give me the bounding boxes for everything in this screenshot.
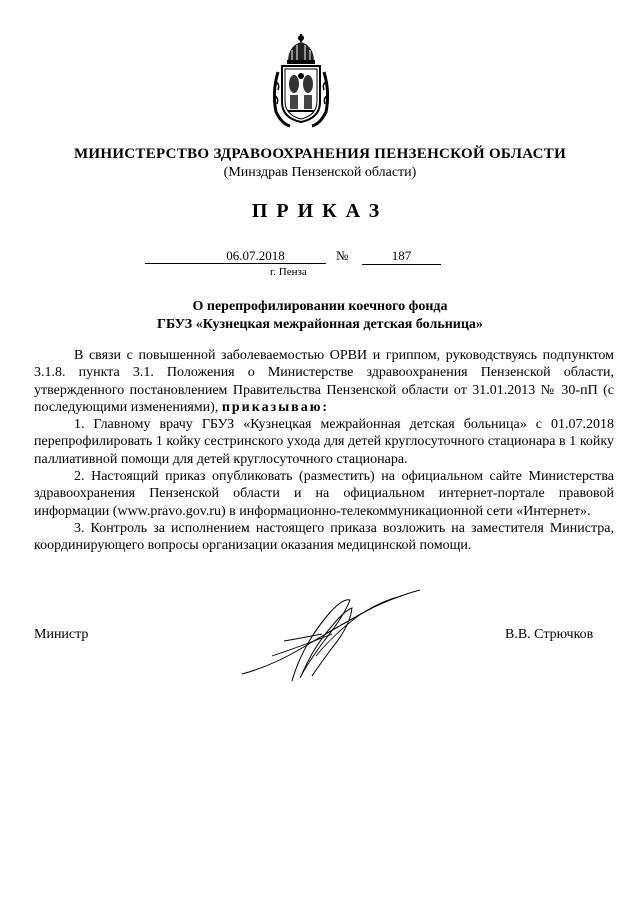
- order-date: 06.07.2018: [145, 248, 326, 264]
- signer-name: В.В. Стрючков: [505, 627, 594, 642]
- order-number: 187: [362, 248, 441, 265]
- city: г. Пенза: [270, 266, 307, 278]
- order-word: приказываю:: [221, 399, 330, 415]
- preamble-paragraph: [34, 347, 614, 416]
- item-2: 2. Настоящий приказ опубликовать (разместить) на официальном сайте Министерства здравоохранения Пензенской области и на официальном интернет-портале правовой информации (www.pravo.gov.ru) в информационно-телекоммуникационной сети «Интернет».: [34, 469, 614, 519]
- ministry-short-name: (Минздрав Пензенской области): [223, 165, 417, 180]
- order-subject: [0, 298, 640, 334]
- item-1: 1. Главному врачу ГБУЗ «Кузнецкая межрайонная детская больница» с 01.07.2018 перепрофилировать 1 койку сестринского ухода для детей круглосуточного стационара в 1 койку паллиативной помощи для детей круглосуточного стационара.: [34, 417, 614, 467]
- number-sign: №: [336, 248, 349, 263]
- preamble-text: В связи с повышенной заболеваемостью ОРВИ и гриппом, руководствуясь подпунктом 3.1.8. пункта 3.1. Положения о Министерстве здравоохранения Пензенской области, утвержденного постановлением Правительства Пензенской области от 31.01.2013 № 30-пП (с последующими изменениями),: [34, 348, 614, 415]
- subject-line-1: О перепрофилировании коечного фонда: [192, 299, 448, 314]
- coat-of-arms-icon: [270, 32, 332, 128]
- signer-title: Министр: [34, 627, 89, 642]
- subject-line-2: ГБУЗ «Кузнецкая межрайонная детская больница»: [157, 317, 483, 332]
- handwritten-signature: [232, 586, 427, 686]
- order-body: [34, 347, 614, 555]
- document-type: ПРИКАЗ: [251, 200, 389, 222]
- ministry-name: МИНИСТЕРСТВО ЗДРАВООХРАНЕНИЯ ПЕНЗЕНСКОЙ ОБЛАСТИ: [73, 146, 567, 162]
- item-3: 3. Контроль за исполнением настоящего приказа возложить на заместителя Министра, координирующего вопросы организации оказания медицинской помощи.: [34, 520, 614, 554]
